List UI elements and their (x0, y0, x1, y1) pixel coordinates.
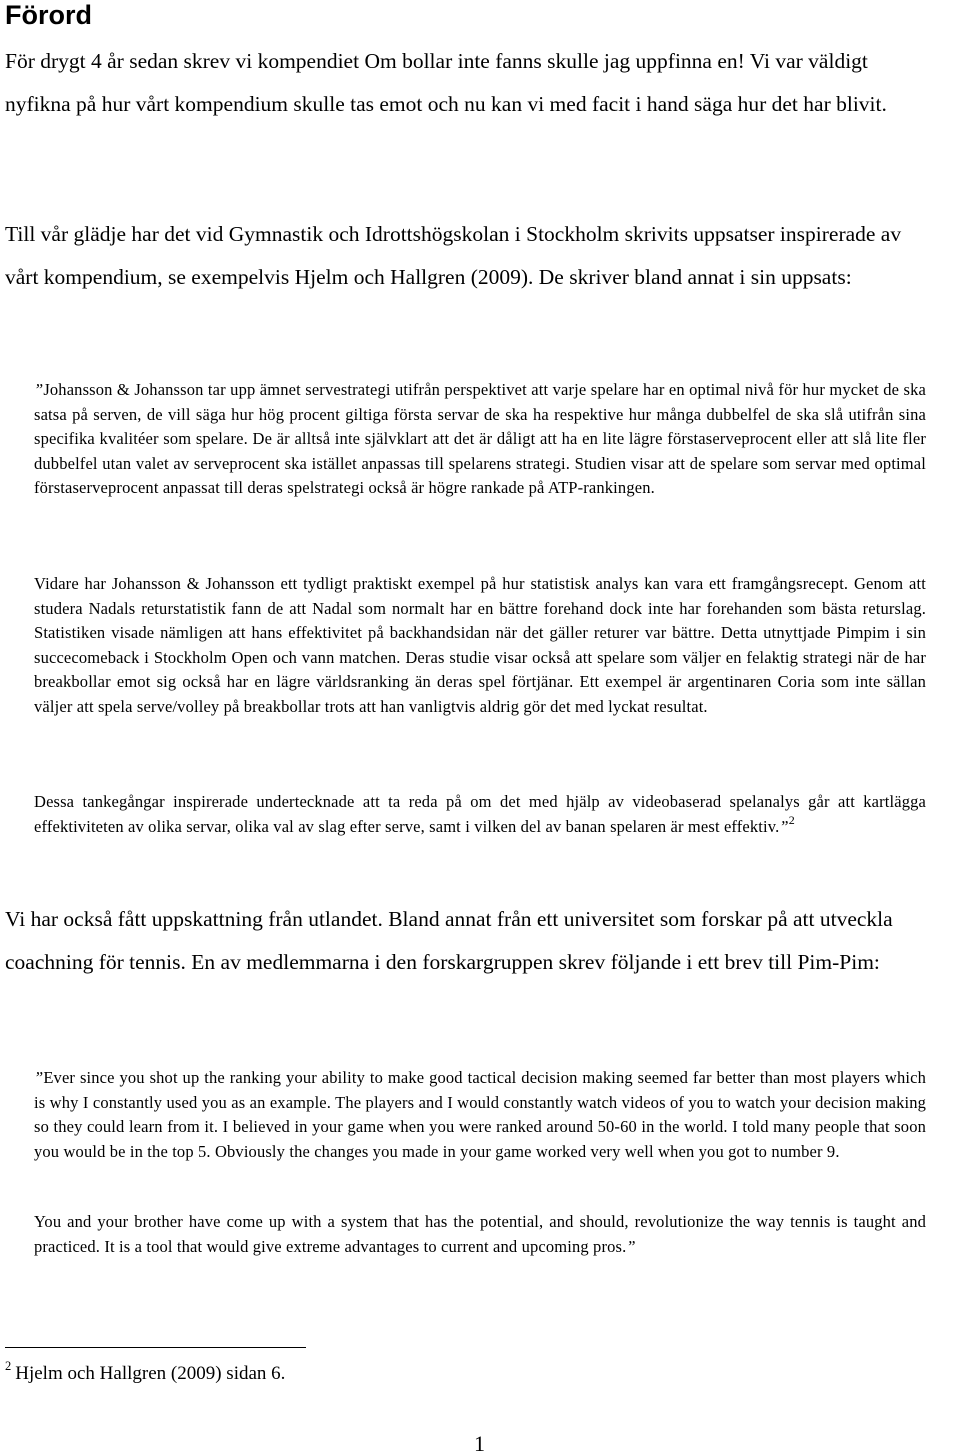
quote2-paragraph-1 (34, 1066, 926, 1164)
close-quote-mark: ” (626, 1236, 636, 1256)
quote2-text-1: Ever since you shot up the ranking your ability to make good tactical decision making seemed far better than most players which is why I constantly used you as an example. The players and I would constantly watch videos of you to watch your decision making so they could learn from it. I believed in your game when you were ranked around 50-60 in the world. I told many people that soon you would be in the top 5. Obviously the changes you made in your game worked very well when you got to number 9. (34, 1068, 926, 1161)
quote2-paragraph-2 (34, 1210, 926, 1259)
footnote-text: Hjelm och Hallgren (2009) sidan 6. (15, 1363, 286, 1384)
close-quote-mark: ” (779, 816, 789, 836)
open-quote-mark: ” (34, 1068, 44, 1087)
footnote-separator (5, 1347, 306, 1348)
quote1-text-1: Johansson & Johansson tar upp ämnet servestrategi utifrån perspektivet att varje spelare har en optimal nivå för hur mycket de ska satsa på serven, de vill säga hur hög procent giltiga första servar de ska ha respektive hur många dubbelfel de ska slå utifrån sina specifika kvalitéer som spelare. De är alltså inte självklart att det är dåligt att ha en lite lägre förstaserveprocent eller att slå lite fler dubbelfel utan valet av serveprocent ska istället anpassas till spelarens strategi. Studien visar att de spelare som servar med optimal förstaserveprocent anpassat till deras spelstrategi också är högre rankade på ATP-rankingen. (34, 380, 926, 497)
page-number: 1 (474, 1431, 485, 1456)
quote2-text-2: You and your brother have come up with a system that has the potential, and should, revolutionize the way tennis is taught and practiced. It is a tool that would give extreme advantages to current and upcoming pros. (34, 1212, 926, 1256)
section-heading: Förord (5, 0, 92, 30)
quote1-paragraph-2: Vidare har Johansson & Johansson ett tydligt praktiskt exempel på hur statistisk analys kan vara ett framgångsrecept. Genom att studera Nadals returstatistik fann de att Nadal som normalt har en bättre forehand dock inte har forehanden som bästa returslag. Statistiken visade nämligen att hans effektivitet på backhandsidan när det gäller returer var bättre. Detta utnyttjade Pimpim i sin succecomeback i Stockholm Open och vann matchen. Deras studie visar också att spelare som väljer en felaktig strategi när de har breakbollar emot sig också har en lägre världsranking än deras spel förtjänar. Ett exempel är argentinaren Coria som inte sällan väljer att spela serve/volley på breakbollar trots att han vanligtvis aldrig gör det med lyckat resultat. (34, 574, 926, 716)
quote1-text-3: Dessa tankegångar inspirerade undertecknade att ta reda på om det med hjälp av videobaserad spelanalys går att kartlägga effektiviteten av olika servar, olika val av slag efter serve, samt i vilken del av banan spelaren är mest effektiv. (34, 792, 926, 836)
intro-paragraph: För drygt 4 år sedan skrev vi kompendiet Om bollar inte fanns skulle jag uppfinna en! Vi var väldigt nyfikna på hur vårt kompendium skulle tas emot och nu kan vi med facit i hand säga hur det har blivit. (5, 49, 887, 116)
open-quote-mark: ” (34, 380, 44, 399)
footnote-reference[interactable]: 2 (788, 812, 795, 827)
gih-paragraph: Till vår glädje har det vid Gymnastik och Idrottshögskolan i Stockholm skrivits uppsatser inspirerade av vårt kompendium, se exempelvis Hjelm och Hallgren (2009). De skriver bland annat i sin uppsats: (5, 222, 902, 289)
quote1-paragraph-1 (34, 378, 926, 501)
quote1-paragraph-3 (34, 790, 926, 839)
footnote (5, 1359, 286, 1386)
footnote-number: 2 (5, 1359, 12, 1373)
abroad-paragraph: Vi har också fått uppskattning från utlandet. Bland annat från ett universitet som forskar på att utveckla coachning för tennis. En av medlemmarna i den forskargruppen skrev följande i ett brev till Pim-Pim: (5, 907, 893, 974)
